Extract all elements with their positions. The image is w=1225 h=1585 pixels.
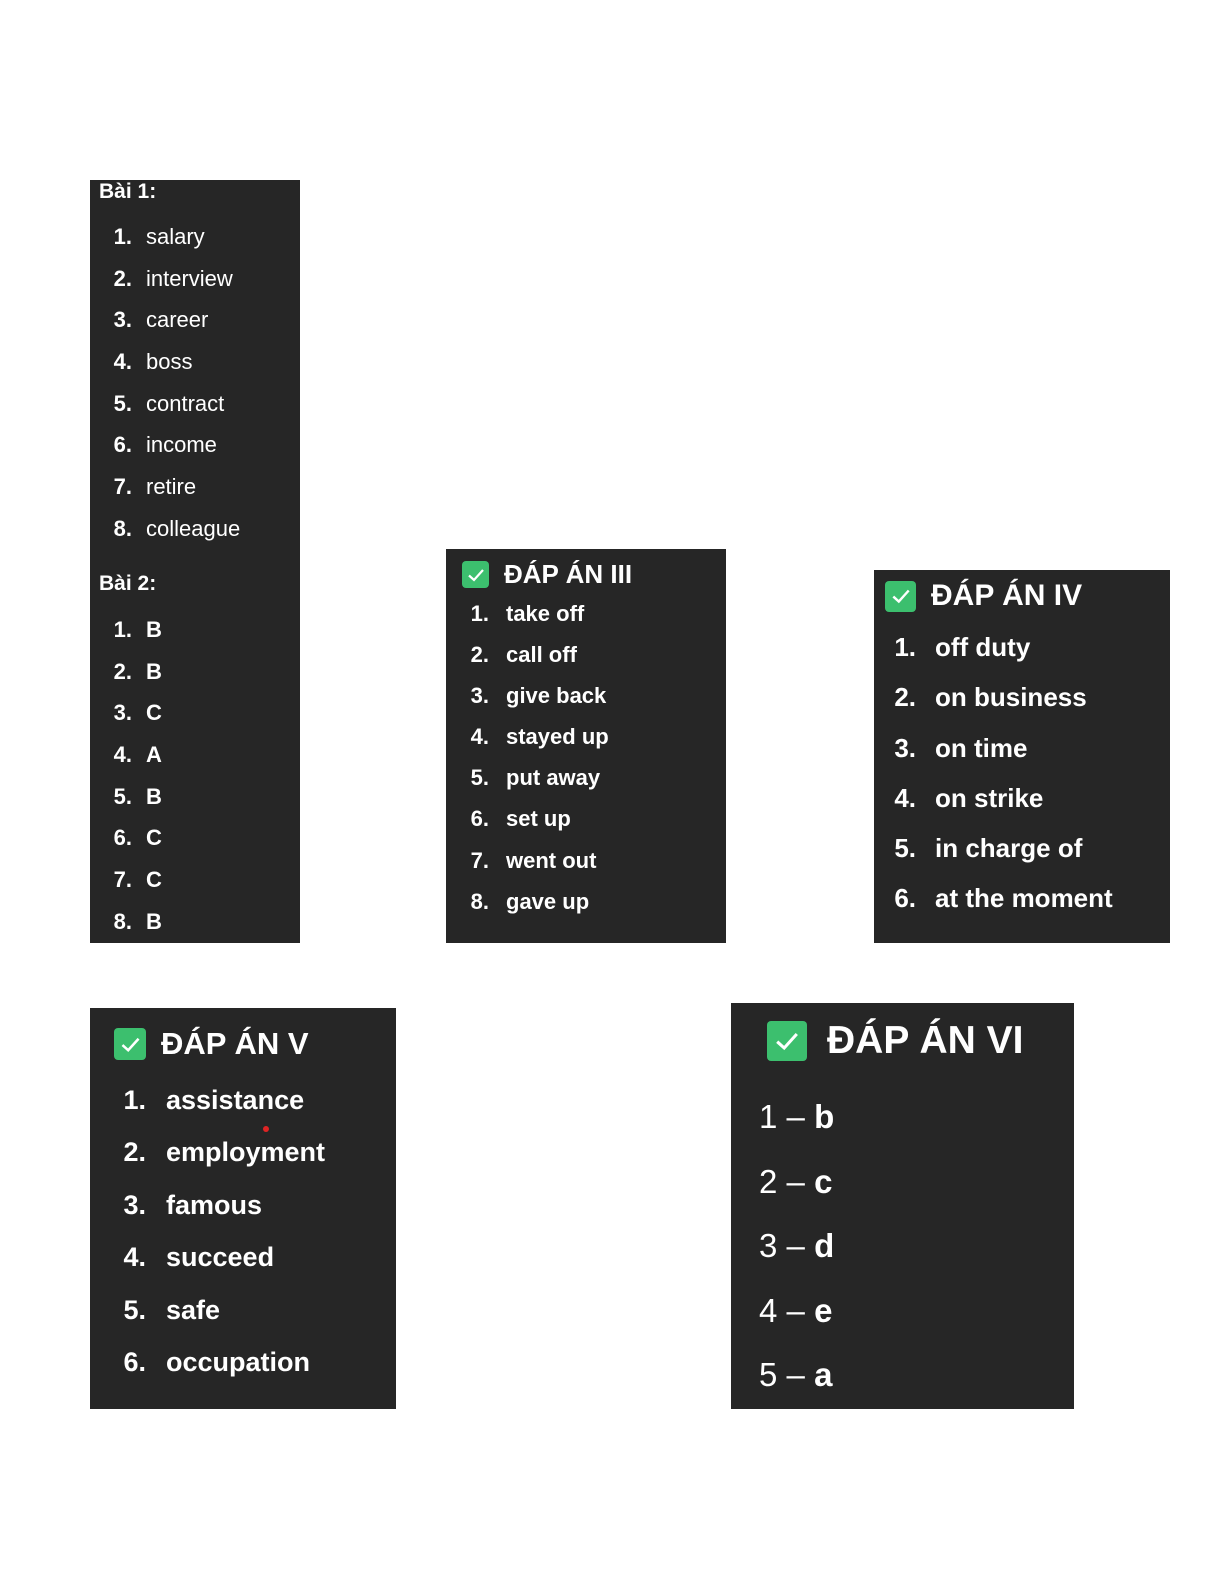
list-item	[90, 1295, 325, 1347]
item-text: B	[146, 908, 162, 934]
item-text: take off	[506, 601, 585, 626]
item-text: A	[146, 742, 162, 768]
panel-title: ĐÁP ÁN VI	[827, 1019, 1024, 1062]
item-text: in charge of	[935, 833, 1083, 864]
list-item	[90, 617, 162, 659]
item-text: give back	[506, 683, 607, 709]
item-number: 2.	[113, 265, 132, 291]
item-text: a	[814, 1356, 833, 1393]
item-separator: –	[777, 1162, 815, 1200]
list-item	[90, 1242, 325, 1294]
item-text: c	[814, 1162, 833, 1200]
item-number: 3.	[894, 732, 916, 763]
item-number: 7.	[470, 847, 489, 873]
panel-dap-an-iii	[446, 549, 726, 943]
check-box-icon	[114, 1028, 146, 1060]
item-text: salary	[146, 224, 205, 249]
item-number: 6.	[894, 883, 916, 914]
list-item	[759, 1356, 834, 1421]
list-item	[90, 867, 162, 909]
item-number: 2	[759, 1162, 778, 1200]
list-item	[90, 909, 162, 951]
item-number: 4.	[113, 742, 132, 768]
answer-list	[90, 1085, 325, 1399]
item-separator: –	[777, 1098, 815, 1135]
list-item	[874, 783, 1113, 833]
item-text: B	[146, 617, 162, 642]
item-text: contract	[146, 390, 225, 416]
item-text: call off	[506, 642, 577, 668]
item-number: 4	[759, 1291, 778, 1329]
item-number: 1.	[113, 224, 132, 249]
item-text: famous	[166, 1189, 263, 1220]
list-item	[874, 883, 1113, 933]
item-text: assistance	[166, 1085, 305, 1115]
list-item	[874, 632, 1113, 682]
item-number: 6.	[123, 1346, 146, 1377]
list-item	[90, 784, 162, 826]
item-text: safe	[166, 1294, 221, 1325]
list-item	[90, 224, 240, 266]
list-item	[90, 1085, 325, 1137]
item-text: off duty	[935, 632, 1031, 662]
list-item	[446, 765, 609, 806]
list-item	[446, 601, 609, 642]
item-separator: –	[777, 1227, 815, 1264]
item-text: employment	[166, 1137, 326, 1168]
item-number: 1.	[113, 617, 132, 642]
list-item	[90, 307, 240, 349]
item-number: 7.	[113, 474, 132, 500]
item-number: 1.	[470, 601, 489, 626]
list-item	[90, 391, 240, 433]
item-number: 6.	[113, 825, 132, 851]
item-number: 3.	[470, 683, 489, 709]
item-text: at the moment	[935, 883, 1113, 914]
list-item	[90, 700, 162, 742]
list-item	[90, 516, 240, 558]
item-number: 1.	[123, 1085, 146, 1115]
list-item	[759, 1227, 834, 1292]
item-number: 8.	[113, 515, 132, 541]
list-item	[446, 806, 609, 847]
item-number: 4.	[470, 724, 489, 750]
list-item	[90, 266, 240, 308]
item-number: 7.	[113, 867, 132, 893]
item-text: on time	[935, 732, 1028, 763]
check-box-icon	[885, 581, 916, 612]
list-item	[446, 848, 609, 889]
item-number: 3.	[123, 1189, 146, 1220]
item-text: on business	[935, 682, 1087, 713]
item-number: 8.	[113, 908, 132, 934]
list-item	[90, 349, 240, 391]
item-text: on strike	[935, 782, 1044, 813]
item-number: 2.	[470, 642, 489, 668]
item-separator: –	[777, 1356, 815, 1393]
item-text: occupation	[166, 1346, 311, 1377]
list-item	[759, 1098, 834, 1163]
panel-dap-an-v	[90, 1008, 396, 1409]
item-number: 1.	[894, 632, 916, 662]
item-text: B	[146, 658, 162, 684]
list-item	[90, 432, 240, 474]
item-number: 4.	[894, 782, 916, 813]
item-text: d	[814, 1227, 835, 1264]
bai-1-title: Bài 1:	[99, 180, 157, 203]
item-text: interview	[146, 265, 233, 291]
item-number: 5.	[113, 390, 132, 416]
item-text: set up	[506, 806, 571, 832]
list-item	[759, 1163, 834, 1228]
item-number: 4.	[123, 1242, 146, 1273]
bai-2-title: Bài 2:	[99, 572, 157, 595]
list-item	[90, 659, 162, 701]
list-item	[874, 682, 1113, 732]
item-number: 5	[759, 1356, 778, 1393]
item-number: 6.	[113, 432, 132, 458]
item-text: career	[146, 307, 209, 333]
list-item	[874, 733, 1113, 783]
item-number: 6.	[470, 806, 489, 832]
panel-dap-an-vi	[731, 1003, 1074, 1409]
item-text: C	[146, 867, 162, 893]
item-text: put away	[506, 765, 601, 791]
list-item	[759, 1292, 834, 1357]
list-item	[874, 833, 1113, 883]
list-item	[90, 474, 240, 516]
panel-header	[114, 1026, 309, 1062]
panel-header	[462, 559, 632, 590]
item-number: 2.	[123, 1137, 146, 1168]
item-number: 5.	[470, 765, 489, 791]
panel-dap-an-iv	[874, 570, 1170, 943]
item-number: 8.	[470, 888, 489, 914]
item-number: 2.	[894, 682, 916, 713]
list-item	[90, 1190, 325, 1242]
item-number: 1	[759, 1098, 778, 1135]
check-box-icon	[462, 561, 489, 588]
item-text: C	[146, 825, 162, 851]
list-item	[446, 724, 609, 765]
item-number: 5.	[894, 833, 916, 864]
panel-title: ĐÁP ÁN IV	[931, 579, 1083, 612]
item-number: 4.	[113, 349, 132, 375]
item-text: C	[146, 700, 162, 726]
list-item	[446, 642, 609, 683]
item-text: e	[814, 1291, 833, 1329]
item-separator: –	[777, 1291, 815, 1329]
answer-list	[759, 1098, 834, 1421]
item-text: succeed	[166, 1242, 275, 1273]
panel-bai-1-2	[90, 180, 300, 943]
panel-title: ĐÁP ÁN III	[504, 559, 633, 589]
bai-2-list	[90, 617, 162, 951]
item-number: 3.	[113, 307, 132, 333]
item-number: 3.	[113, 700, 132, 726]
bai-1-list	[90, 224, 240, 558]
panel-title: ĐÁP ÁN V	[161, 1026, 309, 1061]
red-dot-mark	[263, 1126, 269, 1132]
answer-list	[874, 632, 1113, 934]
list-item	[446, 683, 609, 724]
item-text: stayed up	[506, 724, 609, 750]
item-text: gave up	[506, 888, 590, 914]
answer-list	[446, 601, 609, 930]
item-number: 5.	[113, 783, 132, 809]
item-text: retire	[146, 474, 197, 500]
item-text: b	[814, 1098, 835, 1135]
list-item	[90, 825, 162, 867]
item-number: 3	[759, 1227, 778, 1264]
item-number: 2.	[113, 658, 132, 684]
list-item	[90, 1347, 325, 1399]
item-text: income	[146, 432, 217, 458]
item-text: colleague	[146, 515, 241, 541]
list-item	[90, 1137, 325, 1189]
item-text: B	[146, 783, 162, 809]
list-item	[446, 889, 609, 930]
check-box-icon	[767, 1021, 807, 1061]
list-item	[90, 742, 162, 784]
panel-header	[885, 579, 1082, 613]
panel-header	[767, 1019, 1024, 1063]
item-number: 5.	[123, 1294, 146, 1325]
item-text: went out	[506, 847, 597, 873]
item-text: boss	[146, 349, 193, 375]
